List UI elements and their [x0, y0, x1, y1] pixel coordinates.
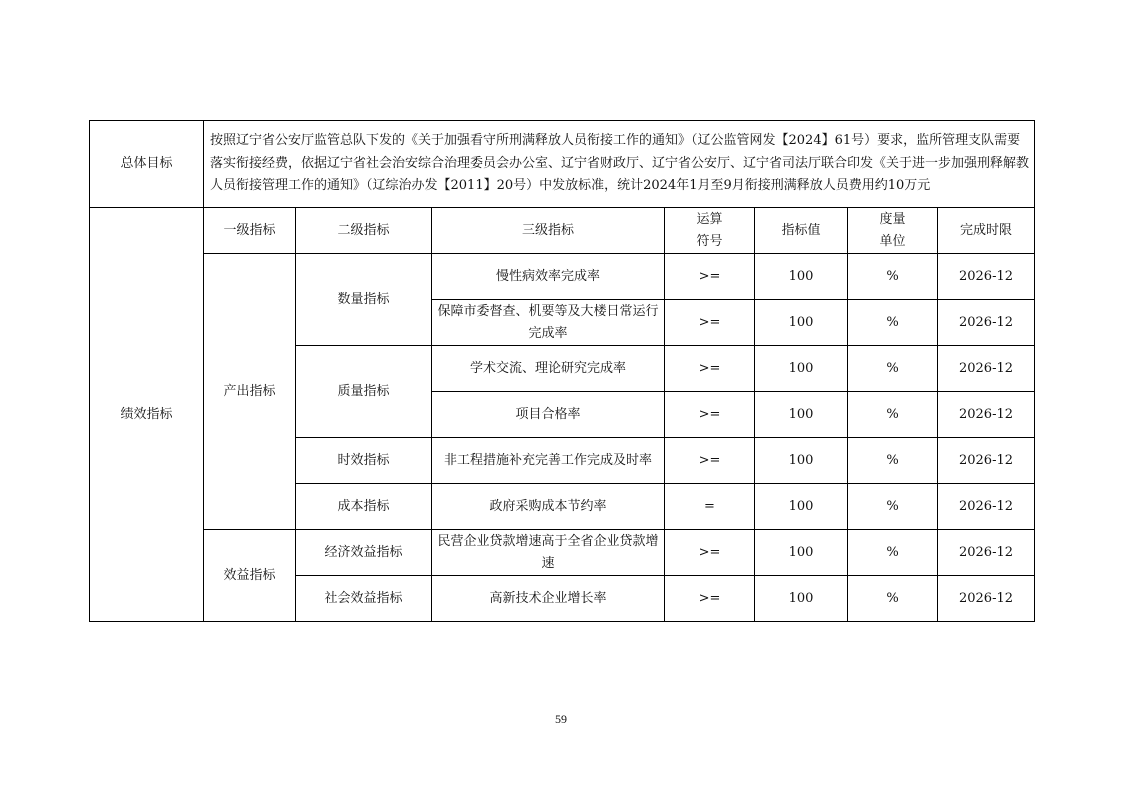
deadline-cell: 2026-12 [938, 392, 1035, 438]
indicator-cell: 民营企业贷款增速高于全省企业贷款增速 [432, 530, 665, 576]
subgroup-social: 社会效益指标 [296, 576, 432, 622]
header-value: 指标值 [755, 208, 848, 254]
unit-cell: % [848, 254, 938, 300]
operator-cell: >= [665, 254, 755, 300]
indicator-cell: 高新技术企业增长率 [432, 576, 665, 622]
overall-goal-row [90, 121, 1035, 208]
subgroup-quality: 质量指标 [296, 346, 432, 438]
operator-cell: >= [665, 300, 755, 346]
unit-cell: % [848, 530, 938, 576]
deadline-cell: 2026-12 [938, 438, 1035, 484]
indicator-cell: 慢性病效率完成率 [432, 254, 665, 300]
value-cell: 100 [755, 346, 848, 392]
table-row [90, 530, 1035, 576]
group-output: 产出指标 [204, 254, 296, 530]
page-number: 59 [555, 712, 567, 726]
subgroup-economic: 经济效益指标 [296, 530, 432, 576]
group-benefit: 效益指标 [204, 530, 296, 622]
deadline-cell: 2026-12 [938, 530, 1035, 576]
operator-cell: >= [665, 346, 755, 392]
deadline-cell: 2026-12 [938, 300, 1035, 346]
unit-cell: % [848, 392, 938, 438]
indicator-cell: 政府采购成本节约率 [432, 484, 665, 530]
header-row [90, 208, 1035, 254]
performance-table [89, 120, 1035, 622]
header-unit-text: 度量单位 [879, 211, 906, 249]
value-cell: 100 [755, 392, 848, 438]
subgroup-cost: 成本指标 [296, 484, 432, 530]
indicator-cell: 学术交流、理论研究完成率 [432, 346, 665, 392]
header-level1: 一级指标 [204, 208, 296, 254]
value-cell: 100 [755, 254, 848, 300]
indicator-cell: 项目合格率 [432, 392, 665, 438]
value-cell: 100 [755, 576, 848, 622]
header-operator-text: 运算符号 [696, 211, 723, 249]
indicator-cell: 非工程措施补充完善工作完成及时率 [432, 438, 665, 484]
header-level3: 三级指标 [432, 208, 665, 254]
value-cell: 100 [755, 530, 848, 576]
deadline-cell: 2026-12 [938, 346, 1035, 392]
value-cell: 100 [755, 438, 848, 484]
overall-goal-text: 按照辽宁省公安厅监管总队下发的《关于加强看守所刑满释放人员衔接工作的通知》（辽公监管网发【2024】61号）要求，监所管理支队需要落实衔接经费，依据辽宁省社会治安综合治理委员会办公室、辽宁省财政厅、辽宁省公安厅、辽宁省司法厅联合印发《关于进一步加强刑释解教人员衔接管理工作的通知》（辽综治办发【2011】20号）中发放标准，统计2024年1月至9月衔接刑满释放人员费用约10万元 [204, 121, 1035, 208]
value-cell: 100 [755, 484, 848, 530]
subgroup-quantity: 数量指标 [296, 254, 432, 346]
deadline-cell: 2026-12 [938, 484, 1035, 530]
overall-goal-label: 总体目标 [90, 121, 204, 208]
header-operator [665, 208, 755, 254]
unit-cell: % [848, 438, 938, 484]
subgroup-timeliness: 时效指标 [296, 438, 432, 484]
header-level2: 二级指标 [296, 208, 432, 254]
value-cell: 100 [755, 300, 848, 346]
unit-cell: % [848, 346, 938, 392]
deadline-cell: 2026-12 [938, 576, 1035, 622]
header-deadline: 完成时限 [938, 208, 1035, 254]
header-unit [848, 208, 938, 254]
deadline-cell: 2026-12 [938, 254, 1035, 300]
operator-cell: = [665, 484, 755, 530]
unit-cell: % [848, 576, 938, 622]
unit-cell: % [848, 484, 938, 530]
table-row [90, 254, 1035, 300]
indicator-cell: 保障市委督查、机要等及大楼日常运行完成率 [432, 300, 665, 346]
operator-cell: >= [665, 576, 755, 622]
operator-cell: >= [665, 392, 755, 438]
unit-cell: % [848, 300, 938, 346]
operator-cell: >= [665, 438, 755, 484]
operator-cell: >= [665, 530, 755, 576]
performance-label: 绩效指标 [90, 208, 204, 622]
